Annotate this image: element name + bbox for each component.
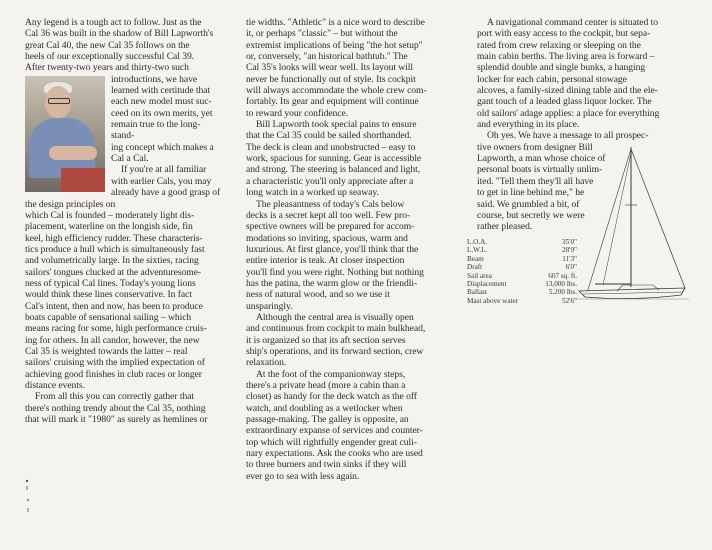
spec-label: Mast above water [467, 296, 519, 305]
text-line: splendid double and single bunks, a hanging [477, 62, 646, 74]
text-line: top which will rightfully engender great culi- [246, 436, 417, 448]
paragraph [246, 312, 452, 369]
text-line: keel, high efficiency rudder. These characteris- [25, 232, 203, 244]
text-line: extremist implications of being "the hot setup" [246, 39, 423, 51]
text-line: old sailors' adage applies: a place for everything [477, 107, 660, 119]
text-line: never be functionally out of style. Its cockpit [246, 73, 416, 85]
spec-row [467, 280, 577, 288]
text-line: Cal a Cal. [111, 153, 149, 165]
spec-value: 13,000 lbs. [545, 280, 577, 289]
spec-label: Sail area [467, 271, 492, 280]
text-line: ing for others. In all candor, however, the new [25, 334, 200, 346]
spec-row [467, 238, 577, 246]
spec-value: 35'0" [561, 238, 577, 246]
spec-value: 5,200 lbs. [548, 288, 577, 297]
text-line: extraordinary expanse of services and counter- [246, 425, 423, 437]
text-line: Bill Lapworth took special pains to ensure [256, 119, 417, 131]
text-line: entire interior is teak. At closer inspection [246, 255, 405, 267]
punch-marks [22, 478, 34, 518]
text-line: it is organized so that its aft section serves [246, 334, 406, 346]
text-line: main cabin berths. The living area is forward – [477, 51, 655, 63]
text-line: or, conversely, "an historical bathtub." The [246, 51, 408, 63]
text-line: sailors' tongues clucked at the adventuresome- [25, 266, 202, 278]
text-line: and continuous from cockpit to main bulkhead, [246, 323, 426, 335]
text-line: ited. "Tell them they'll all have [477, 175, 594, 187]
text-line: unsparingly. [246, 300, 293, 312]
text-line: to three burners and twin sinks if they will [246, 459, 407, 471]
text-line: there's a private head (more a cabin than a [246, 380, 406, 391]
text-line: nary expectations. Ask the cooks who are used [246, 448, 423, 460]
text-line: to reward your confidence. [246, 107, 349, 119]
spec-value: 52'6" [561, 296, 577, 305]
text-line: will always accommodate the whole crew com- [246, 85, 427, 97]
text-column-2 [246, 17, 452, 482]
text-line: At the foot of the companionway steps, [256, 368, 406, 380]
text-line: sailors' cruising with the implied expectation of [25, 357, 205, 369]
paragraph [25, 391, 221, 425]
text-line: ship's operations, and its forward section, crew [246, 345, 424, 357]
text-line: gant touch of a leaded glass liquor locker. The [477, 96, 652, 108]
paragraph [25, 210, 221, 392]
spec-label: Beam [467, 254, 484, 263]
spec-label: Displacement [467, 280, 507, 289]
text-line: port with easy access to the cockpit, but sepa- [477, 28, 651, 40]
text-line: ceed on its own merits, yet [111, 107, 213, 119]
text-line: rather pleased. [477, 221, 533, 233]
spec-row [467, 272, 577, 280]
text-line: already have a good grasp of [111, 187, 221, 199]
paragraph [246, 119, 452, 198]
text-line: to get in line behind me," he [477, 187, 585, 199]
text-line: tie widths. "Athletic" is a nice word to describe [246, 17, 425, 28]
text-line: spective owners will be prepared for accom- [246, 221, 415, 233]
text-line: locker for each cabin, personal stowage [477, 73, 627, 85]
text-line: it, or perhaps "classic" – but without the [246, 28, 398, 40]
text-line: fortably. Its gear and equipment will continue [246, 96, 419, 108]
text-line: rated from crew relaxing or sleeping on the [477, 39, 641, 51]
text-line: alcoves, a family-sized dining table and the ele- [477, 85, 658, 97]
text-line: each new model must suc- [111, 96, 212, 108]
text-line: remain true to the long-stand- [111, 119, 201, 142]
text-line: Oh yes. We have a message to all prospec- [487, 130, 649, 142]
spec-label: L.W.L. [467, 246, 488, 255]
paragraph [246, 369, 452, 482]
spec-row [467, 263, 577, 271]
spec-value: 28'9" [561, 246, 577, 255]
text-line: Cal's intent, then and now, has been to produce [25, 300, 203, 312]
text-column-1 [25, 17, 221, 425]
text-line: that will mark it "1980" as surely as hemlines or [25, 414, 208, 426]
text-line: personal boats is virtually unlim- [477, 164, 603, 176]
spec-row [467, 297, 577, 305]
text-line: and volumetrically large. In the sixties, racing [25, 255, 199, 267]
text-line: passage-making. The galley is opposite, an [246, 414, 409, 426]
text-line: Cal 36 was built in the shadow of Bill Lapworth's [25, 28, 214, 40]
text-line: that the Cal 35 could be sailed shorthanded. [246, 130, 412, 142]
spec-row [467, 255, 577, 263]
text-line: you'll find you were right. Nothing but nothing [246, 266, 424, 278]
text-line: modations so inviting, spacious, warm and [246, 232, 408, 244]
text-line: The pleasantness of today's Cals below [256, 198, 405, 210]
spec-label: Draft [467, 263, 483, 272]
paragraph [25, 17, 221, 74]
text-line: Cal 35's looks will wear well. Its layout will [246, 62, 414, 74]
sailboat-profile-drawing [573, 145, 691, 305]
text-line: a characteristic you'll only appreciate after a [246, 175, 414, 187]
text-line: watch, and doubling as a wetlocker when [246, 402, 403, 414]
text-line: The deck is clean and unobstructed – easy to [246, 141, 416, 153]
paragraph [246, 199, 452, 312]
spec-value: 11'3" [562, 254, 577, 263]
text-line: has the patina, the warm glow or the friendli- [246, 277, 418, 289]
text-line: placement, waterline on the longish side, fin [25, 221, 193, 233]
text-line: tive owners from designer Bill [477, 141, 593, 153]
designer-photo [25, 76, 105, 192]
text-line: and strong. The steering is balanced and light, [246, 164, 421, 176]
text-line: work, spacious for sunning. Gear is accessible [246, 153, 422, 165]
text-line: From all this you can correctly gather that [35, 391, 195, 403]
text-line: Although the central area is visually open [256, 311, 414, 323]
text-line: the design principles on [25, 198, 116, 210]
paragraph [246, 17, 452, 119]
text-line: Lapworth, a man whose choice of [477, 153, 606, 165]
text-line: and everything in its place. [477, 119, 580, 131]
text-line: learned with certitude that [111, 85, 211, 97]
text-line: Any legend is a tough act to follow. Just as the [25, 17, 202, 28]
text-line: would think these lines conservative. In fact [25, 289, 192, 301]
text-line: If you're at all familiar [121, 164, 207, 176]
text-line: luxurious. At first glance, you'll think that the [246, 243, 419, 255]
text-line: with earlier Cals, you may [111, 175, 212, 187]
text-line: relaxation. [246, 357, 287, 369]
spec-row [467, 288, 577, 296]
text-line: ness of natural wood, and so we use it [246, 289, 390, 301]
text-line: After twenty-two years and thirty-two such [25, 62, 189, 74]
text-line: achieving good finishes in club races or longer [25, 368, 202, 380]
text-line: closet) as handy for the deck watch as the off [246, 391, 417, 403]
text-line: distance events. [25, 380, 85, 391]
text-line: ing concept which makes a [111, 141, 214, 153]
text-line: means racing for some, high performance cruis- [25, 323, 207, 335]
text-line: long watch in a worked up seaway. [246, 187, 379, 199]
text-line: heels of our exceptionally successful Cal 39. [25, 51, 195, 63]
spec-value: 6'0" [565, 263, 577, 272]
spec-label: Ballast [467, 288, 487, 297]
spec-value: 607 sq. ft. [548, 271, 577, 280]
paragraph [477, 17, 692, 130]
text-line: said. We grumbled a bit, of [477, 198, 580, 210]
text-line: there's nothing trendy about the Cal 35, nothing [25, 402, 206, 414]
text-line: decks is a secret kept all too well. Few pro- [246, 209, 410, 221]
text-line: tics produce a hull which is simultaneously fast [25, 243, 205, 255]
spec-label: L.O.A. [467, 238, 488, 246]
text-line: ever go to sea with less again. [246, 470, 360, 482]
spec-row [467, 246, 577, 254]
text-line: course, but secretly we were [477, 209, 585, 221]
text-line: great Cal 40, the new Cal 35 follows on the [25, 39, 190, 51]
text-line: A navigational command center is situated to [487, 17, 658, 28]
text-line: boats capable of sensational sailing – which [25, 311, 192, 323]
text-line: which Cal is founded – moderately light dis- [25, 209, 195, 221]
text-line: introductions, we have [111, 73, 198, 85]
text-line: ness of typical Cal lines. Today's young lions [25, 277, 196, 289]
text-line: Cal 35 is weighted towards the latter – real [25, 345, 188, 357]
specifications-table [467, 238, 577, 305]
